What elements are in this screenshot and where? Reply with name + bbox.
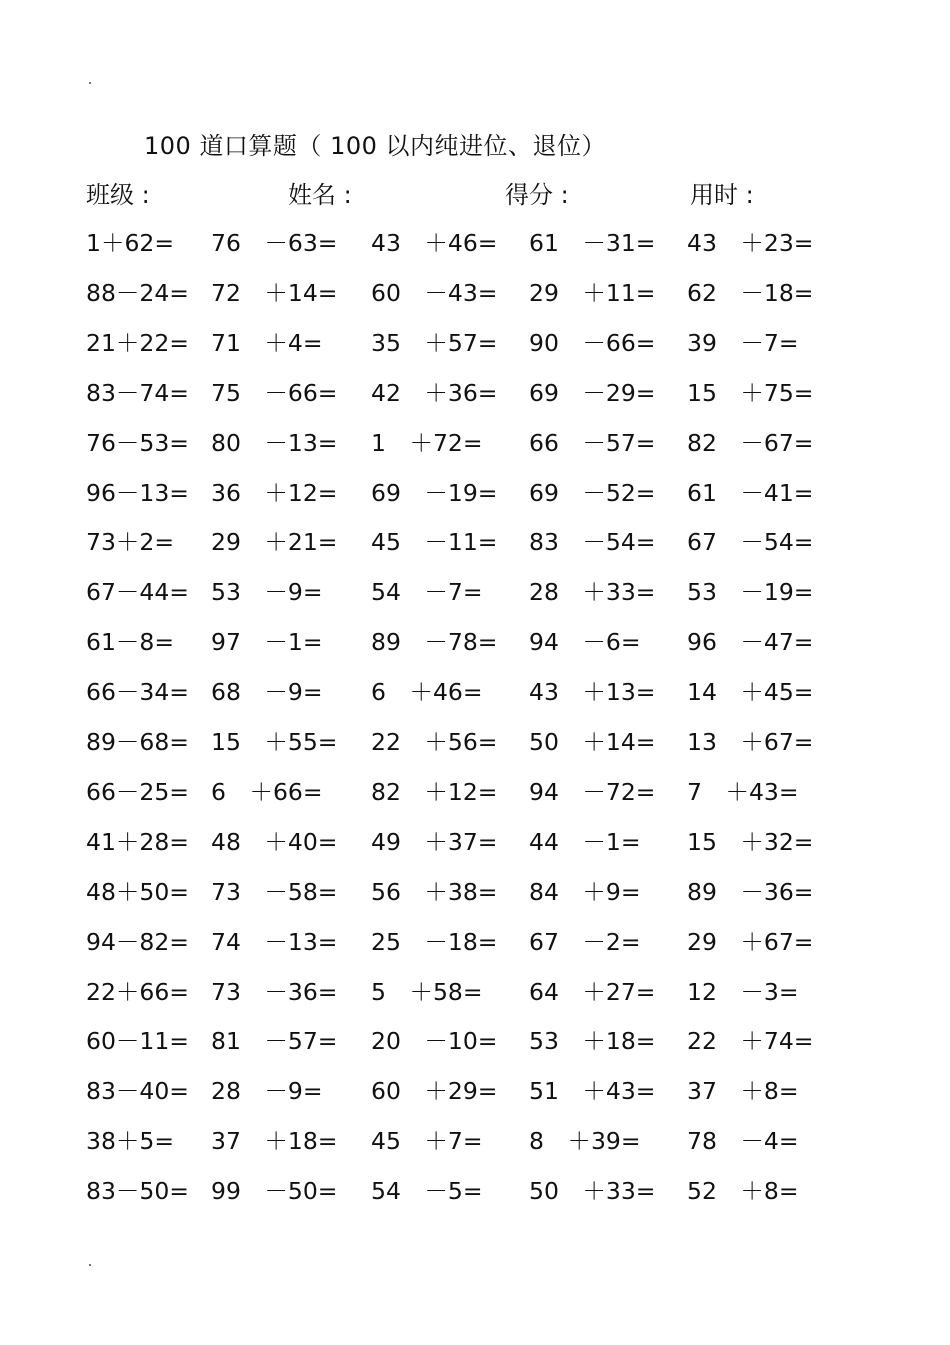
problem-cell: 28 －9=: [211, 1077, 323, 1106]
problem-cell: 8 ＋39=: [529, 1127, 641, 1156]
problem-cell: 76 －63=: [211, 229, 338, 257]
problem-cell: 94 －72=: [529, 777, 656, 806]
problem-cell: 96 －47=: [687, 628, 814, 657]
problem-cell: 42 ＋36=: [371, 378, 498, 407]
worksheet-title: 100 道口算题（ 100 以内纯进位、退位）: [144, 132, 607, 160]
problem-cell: 14 ＋45=: [687, 678, 814, 707]
problem-cell: 61 －31=: [529, 229, 656, 257]
problem-cell: 67－44=: [86, 578, 189, 607]
problem-cell: 94 －6=: [529, 628, 641, 657]
problem-cell: 7 ＋43=: [687, 777, 799, 806]
problem-cell: 90 －66=: [529, 328, 656, 357]
time-label: 用时 :: [690, 181, 754, 209]
problem-cell: 6 ＋46=: [371, 678, 483, 707]
problem-cell: 25 －18=: [371, 927, 498, 956]
problem-cell: 73 －58=: [211, 877, 338, 906]
problem-cell: 15 ＋32=: [687, 827, 814, 856]
problem-cell: 49 ＋37=: [371, 827, 498, 856]
problem-cell: 37 ＋8=: [687, 1077, 799, 1106]
name-label: 姓名 :: [288, 181, 352, 209]
problem-cell: 62 －18=: [687, 278, 814, 307]
problem-cell: 78 －4=: [687, 1127, 799, 1156]
problem-cell: 22 ＋74=: [687, 1027, 814, 1056]
problem-cell: 74 －13=: [211, 927, 338, 956]
problem-cell: 82 ＋12=: [371, 777, 498, 806]
problem-cell: 53 －9=: [211, 578, 323, 607]
problem-cell: 73＋2=: [86, 528, 175, 557]
problem-cell: 80 －13=: [211, 428, 338, 457]
problem-cell: 89－68=: [86, 728, 189, 756]
problem-cell: 94－82=: [86, 927, 189, 956]
margin-mark-bottom: [89, 1264, 91, 1266]
problem-cell: 51 ＋43=: [529, 1077, 656, 1106]
problem-cell: 69 －52=: [529, 478, 656, 507]
problem-cell: 89 －78=: [371, 628, 498, 657]
problem-cell: 69 －19=: [371, 478, 498, 507]
problem-cell: 52 ＋8=: [687, 1177, 799, 1206]
problem-cell: 71 ＋4=: [211, 328, 323, 357]
problem-cell: 64 ＋27=: [529, 977, 656, 1006]
problem-cell: 29 ＋21=: [211, 528, 338, 557]
problem-cell: 39 －7=: [687, 328, 799, 357]
problem-cell: 41＋28=: [86, 827, 189, 856]
problem-cell: 44 －1=: [529, 827, 641, 856]
problem-cell: 43 ＋13=: [529, 678, 656, 707]
problem-cell: 54 －5=: [371, 1177, 483, 1206]
problem-cell: 89 －36=: [687, 877, 814, 906]
problem-cell: 54 －7=: [371, 578, 483, 607]
problem-cell: 53 ＋18=: [529, 1027, 656, 1056]
problem-cell: 61－8=: [86, 628, 175, 657]
problem-cell: 12 －3=: [687, 977, 799, 1006]
problem-cell: 43 ＋23=: [687, 229, 814, 257]
problem-cell: 13 ＋67=: [687, 728, 814, 756]
problem-cell: 36 ＋12=: [211, 478, 338, 507]
problem-cell: 50 ＋33=: [529, 1177, 656, 1206]
problem-cell: 29 ＋67=: [687, 927, 814, 956]
problem-cell: 28 ＋33=: [529, 578, 656, 607]
problem-cell: 88－24=: [86, 278, 189, 307]
problem-cell: 66 －57=: [529, 428, 656, 457]
problem-cell: 45 －11=: [371, 528, 498, 557]
class-label: 班级 :: [86, 181, 150, 209]
problem-cell: 60 ＋29=: [371, 1077, 498, 1106]
problem-cell: 97 －1=: [211, 628, 323, 657]
problem-cell: 1 ＋72=: [371, 428, 483, 457]
problem-cell: 82 －67=: [687, 428, 814, 457]
problem-cell: 20 －10=: [371, 1027, 498, 1056]
problem-cell: 38＋5=: [86, 1127, 175, 1156]
problem-cell: 56 ＋38=: [371, 877, 498, 906]
problem-cell: 6 ＋66=: [211, 777, 323, 806]
problem-cell: 66－34=: [86, 678, 189, 707]
problem-cell: 76－53=: [86, 428, 189, 457]
problem-cell: 83－40=: [86, 1077, 189, 1106]
problem-cell: 72 ＋14=: [211, 278, 338, 307]
problem-cell: 73 －36=: [211, 977, 338, 1006]
problem-cell: 45 ＋7=: [371, 1127, 483, 1156]
problem-cell: 61 －41=: [687, 478, 814, 507]
problem-cell: 15 ＋55=: [211, 728, 338, 756]
problem-cell: 84 ＋9=: [529, 877, 641, 906]
problem-cell: 15 ＋75=: [687, 378, 814, 407]
score-label: 得分 :: [505, 181, 569, 209]
problem-cell: 99 －50=: [211, 1177, 338, 1206]
problem-cell: 83－50=: [86, 1177, 189, 1206]
problem-cell: 29 ＋11=: [529, 278, 656, 307]
problem-cell: 1＋62=: [86, 229, 175, 257]
problem-cell: 68 －9=: [211, 678, 323, 707]
problem-cell: 22 ＋56=: [371, 728, 498, 756]
problem-cell: 83 －54=: [529, 528, 656, 557]
problem-cell: 96－13=: [86, 478, 189, 507]
problem-cell: 35 ＋57=: [371, 328, 498, 357]
problem-cell: 67 －54=: [687, 528, 814, 557]
problem-cell: 75 －66=: [211, 378, 338, 407]
problem-cell: 69 －29=: [529, 378, 656, 407]
problem-cell: 81 －57=: [211, 1027, 338, 1056]
problem-cell: 5 ＋58=: [371, 977, 483, 1006]
problem-cell: 60 －43=: [371, 278, 498, 307]
problem-cell: 48＋50=: [86, 877, 189, 906]
problem-cell: 67 －2=: [529, 927, 641, 956]
problem-cell: 43 ＋46=: [371, 229, 498, 257]
problem-cell: 21＋22=: [86, 328, 189, 357]
problem-cell: 83－74=: [86, 378, 189, 407]
problem-cell: 22＋66=: [86, 977, 189, 1006]
problem-cell: 50 ＋14=: [529, 728, 656, 756]
problem-cell: 37 ＋18=: [211, 1127, 338, 1156]
problem-cell: 53 －19=: [687, 578, 814, 607]
problem-cell: 66－25=: [86, 777, 189, 806]
problem-cell: 48 ＋40=: [211, 827, 338, 856]
problem-cell: 60－11=: [86, 1027, 189, 1056]
